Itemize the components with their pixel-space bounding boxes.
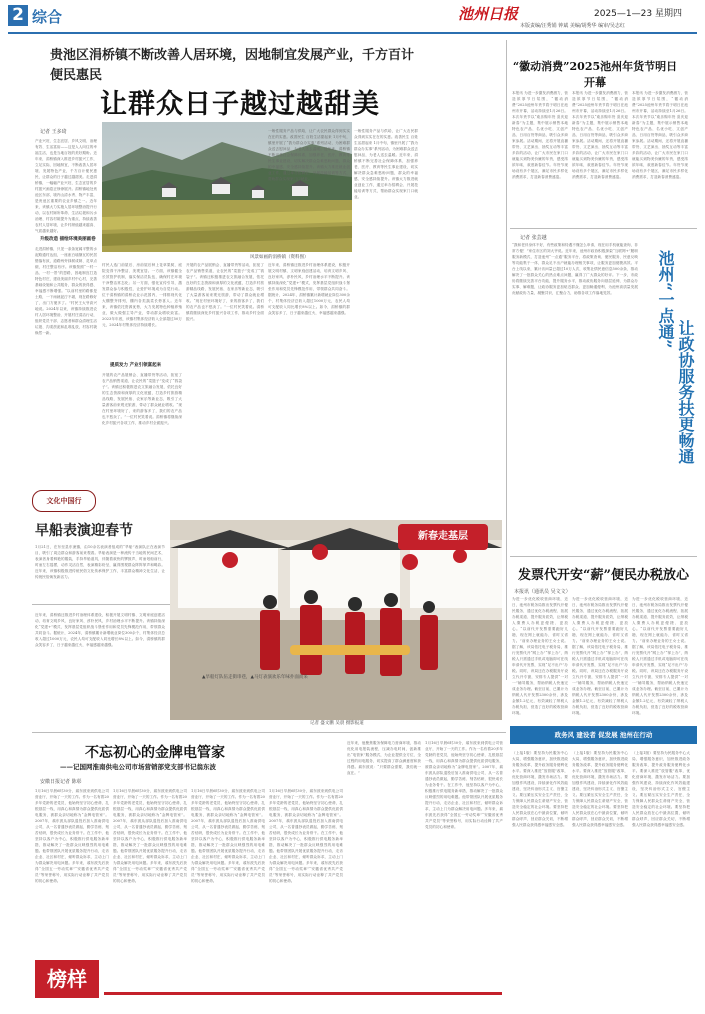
profile-col6: 1月16日早晨6时30分，翁东波来到供电公司营业厅，开始了一天的工作。作为一名有着20多年党龄的老党员，他始终坚守初心使命，扎根基层一线，用真心和真情为群众提供优质供电服务，被群众亲切地称为“金牌电管家”。2007年，翁东波从部队退役后加入淮南供电公司，从一名普通抄表员做起，勤学苦练、刻苦钻研，很快成长为业务骨干。在工作中，他坚持以客户为中心，积极推行供电服务新举措，推动解决了一批群众反映强烈的用电难题。他带领团队开展优质服务提升行动，走访企业、社区和村庄，倾听群众诉求，主动上门为群众解决用电问题。多年来，翁东波先后获得“全国五一劳动奖章”“安徽省优秀共产党员”等荣誉称号，用实际行动诠释了共产党员的初心和使命。 (425, 741, 503, 829)
culture-banner: 文化中国行 (32, 490, 96, 512)
tax-byline: 本报讯（通讯员 吴文文） (514, 589, 571, 595)
right-col3: （上接1版）要坚持为民服务中心大局，增强服务意识，加快推进政务服务改革，提升政务服务便利化水平。要深入推进“放管服”改革，优化营商环境，激发市场活力。要加强作风建设，持续深化作风效能建设，坚决纠治形式主义、官僚主义。要压紧压实安全生产责任，全力保障人民群众生命财产安全，营造安全稳定的社会环境。要坚持把人民群众放在心中最高位置，倾听群众呼声，回应群众关切，不断增强人民群众获得感幸福感安全感。 (632, 751, 690, 827)
lead-subhead-2: 提质发力 产业引领富起来 (110, 363, 162, 368)
model-banner-rule (104, 992, 502, 995)
newspaper-logo: 池州日报 (458, 5, 519, 23)
section-divider (32, 732, 506, 733)
tax-headline: 发票代开安“薪”便民办税放心 (518, 568, 689, 583)
fair-col2: 本报讯 为进一步激发消费潜力，营造浓厚节日氛围，“徽动消费”2025池州年货节将于明日在池州市开幕，活动持续至1月26日。本次年货节以“欢乐购年货 喜庆迎新春”为主题，集中展示销售本地特色农产品、名优小吃、文创产品、日用百货等商品，吸引众多商家参展。活动期间，还将开展直播带货、文艺演出、抽奖互动等丰富多彩的活动，让广大市民在家门口就能买到物美价廉的年货，感受浓浓年味，欢度新春佳节。年货节现场设有多个展区，满足市民多样化消费需求，打造新春消费盛宴。 (572, 91, 628, 179)
party-divider (510, 556, 697, 557)
lead-col3: 开展的农产品展销会、直播带货等活动，拓宽了农产品销售渠道，让农民的“菜篮子”变成了“钱袋子”。该镇还积极推进农文旅融合发展，依托良好的生态资源和深厚的文化底蕴，打造乡村旅游精品线路，发展民宿、农家乐等新业态，吸引了大量游客前来观光旅游，带动了群众就业增收。“现在村里环境好了，来的游客多了，我们的农产品也不愁卖了。”一位村民笑着说。涓桥镇将继续深化乡村振兴各项工作，推动乡村全面振兴。 (186, 263, 264, 321)
party-text: “我和老伴身体不好，有些政策和待遇不懂怎么申请，现在用手机就能查询，非常方便！”家住市区的刘大爷说。近年来，池州市政协积极探索“互联网+”履职服务新模式，打造池州“一点通”服务平台，将政策查询、便民服务、民意反映等功能集于一体，群众足不出户就能办理相关事项，让服务更加便捷高效。平台上线以来，累计访问量已超过10万人次，收集社情民意信息500余条，推动解决了一批群众关心的热点难点问题，赢得了广大群众的好评。下一步，市政协将继续完善平台功能，提升服务水平，推动政协服务向基层延伸，为群众办实事、解难题，让政协服务更加贴近群众、更加畅通便利，为池州高质量发展贡献政协力量，凝聚共识，汇聚合力，助推各项工作落地见效。 (512, 243, 638, 295)
news-divider (32, 604, 172, 605)
party-vertical-title-1: 池州“一点通” (656, 250, 675, 349)
editor-credits: 本版责编/汪秀娟 钟斌 美编/胡秀华 编审/吴志红 (520, 23, 625, 29)
profile-col5: 近年来，他聚焦服务保障电力营商环境，推动优化用电报装流程，压减办电时间，创新推出“电管家”服务模式，为企业提供全方位、全过程的用电服务，切实提高了群众满意度和获得感。翁东波说：“只要群众需要，我们就一直在。” (347, 741, 421, 775)
right-banner: 政务风 建设者 促发展 池州在行动 (510, 726, 697, 744)
profile-byline: 安徽日报记者 陈彰 (40, 779, 82, 785)
section-name: 综合 (32, 8, 63, 26)
lead-headline: 让群众日子越过越甜美 (100, 89, 380, 120)
lead-byline: 记者 王多琦 (40, 129, 67, 135)
lead-col2: 村民人选门前屋后、房前屋后种上花草果树，庭院变得干净整洁、美观宜居。一方面，该镇健全长效管护机制，落实保洁员队伍，确保村庄环境干净整洁常态化；另一方面，强化宣传引导，激发群众参与积极性，让爱护环境成为自觉行动。位于涓桥镇的涓桥农业示范园内，一排排现代化大棚整齐排列，棚内各类蔬菜长势喜人。近年来，该镇依托资源优势，大力发展特色种植养殖业，做大做强主导产业，带动群众增收致富。2023年年底，该镇村集体经济收入全部超过50万元，2024年村集体经济持续增长。 (102, 263, 182, 327)
profile-col2: 1月16日早晨6时30分，翁东波来到供电公司营业厅，开始了一天的工作。作为一名有着20多年党龄的老党员，他始终坚守初心使命，扎根基层一线，用真心和真情为群众提供优质供电服务，被群众亲切地称为“金牌电管家”。2007年，翁东波从部队退役后加入淮南供电公司，从一名普通抄表员做起，勤学苦练、刻苦钻研，很快成长为业务骨干。在工作中，他坚持以客户为中心，积极推行供电服务新举措，推动解决了一批群众反映强烈的用电难题。他带领团队开展优质服务提升行动，走访企业、社区和村庄，倾听群众诉求，主动上门为群众解决用电问题。多年来，翁东波先后获得“全国五一劳动奖章”“安徽省优秀共产党员”等荣誉称号，用实际行动诠释了共产党员的初心和使命。 (113, 789, 187, 883)
news-lower-text: 近年来，涓桥镇还推进乡村治理体系建设，积极开展文明村镇、文明家庭创建活动，培育文明乡风、良好家风、淳朴民风，乡村治理水平不断提升。该镇持续深化“党建+”模式，发挥基层党组织战斗堡垒作用和党员先锋模范作用，带领群众共同奋斗。据统计，2024年，涓桥镇累计新增就业岗位300余个，村集体经济总收入超过1000万元，农民人均可支配收入同比增长8%以上。如今，涓桥镇的群众笑容多了，日子越来越红火，幸福感越来越强。 (35, 613, 165, 647)
news-text: 1月21日，在东至县东流镇，由10余名表演者组成的“旱船”表演队正在表演节目，吸引了周边群众和游客前来观看。旱船表演是一种流传于当地的民间艺术，表演者身着鲜艳的服装，手持旱船道具，伴随着欢快的锣鼓声，时而划船前行，时而左右摇摆，动作灵活自然，表演精彩纷呈，赢得围观群众阵阵掌声和喝彩。近年来，该镇积极推进传统民俗文化传承保护工作，丰富群众精神文化生活，让传统民俗焕发新活力。 (35, 545, 165, 579)
lead-col1: 走进涓桥镇，只见一条条宽阔平整的水泥路通村达组，一座座白墙黛瓦的民居错落有致，道路两旁绿树成荫、花草点缀，村庄整洁有序。该镇按照“一村一品、一村一景”的思路，因地制宜打造特色村庄，建设美丽乡村中心村，完善基础设施和公共服务，群众的获得感、幸福感不断增强。“以前村里的路都是土路，一下雨就泥泞不堪，现在路修好了，出门方便多了。”村民王大爷高兴地说。2024年以来，该镇持续推进农村人居环境整治，开展村庄清洁行动，组织党员干部、志愿者和群众清理生活垃圾、沟渠淤泥和乱堆乱放，村容村貌焕然一新。 (35, 247, 97, 335)
fair-headline: “徽动消费”2025池州年货节明日开幕 (512, 60, 678, 89)
party-byline: 记者 张芸越 (520, 235, 547, 241)
right-col2: （上接1版）要坚持为民服务中心大局，增强服务意识，加快推进政务服务改革，提升政务服务便利化水平。要深入推进“放管服”改革，优化营商环境，激发市场活力。要加强作风建设，持续深化作风效能建设，坚决纠治形式主义、官僚主义。要压紧压实安全生产责任，全力保障人民群众生命财产安全，营造安全稳定的社会环境。要坚持把人民群众放在心中最高位置，倾听群众呼声，回应群众关切，不断增强人民群众获得感幸福感安全感。 (572, 751, 628, 827)
lead-subhead-1: 升级改造 描绘环境美丽画卷 (40, 237, 96, 242)
lead-kicker-2: 便民惠民 (50, 68, 103, 83)
tax-col1: 为进一步优化税收营商环境，近日，池州市税务局推出发票代开便民服务，通过优化办税流程、拓展办税渠道、提升服务质效，让纳税人缴费人办税更便捷、更放心。“以前代开发票需要跑好几趟，现在网上就能办，省时又省力。”前来办理业务的王女士说。据了解，该局依托电子税务局，推行发票代开“网上办”“掌上办”，纳税人只需通过手机或电脑即可在线申请代开发票，实现“足不出户”办税。同时，该局还在办税服务厅设立代开专窗，安排专人提供“一对一”辅导服务，帮助纳税人快速完成业务办理。截至目前，已累计为纳税人代开发票2300余份，涉及金额1.2亿元，有效减轻了纳税人办税负担，营造了良好的税收营商环境。 (512, 597, 568, 715)
fair-col1: 本报讯 为进一步激发消费潜力，营造浓厚节日氛围，“徽动消费”2025池州年货节将于明日在池州市开幕，活动持续至1月26日。本次年货节以“欢乐购年货 喜庆迎新春”为主题，集中展示销售本地特色农产品、名优小吃、文创产品、日用百货等商品，吸引众多商家参展。活动期间，还将开展直播带货、文艺演出、抽奖互动等丰富多彩的活动，让广大市民在家门口就能买到物美价廉的年货，感受浓浓年味，欢度新春佳节。年货节现场设有多个展区，满足市民多样化消费需求，打造新春消费盛宴。 (512, 91, 568, 179)
village-photo-caption: 风景如画的涓桥镇（资料图） (250, 255, 309, 260)
news-headline: 早船表演迎春节 (35, 523, 133, 539)
party-vertical-title-2: 让政协服务扶更畅通 (676, 320, 695, 464)
model-banner: 榜样 (35, 960, 99, 998)
fair-col3: 本报讯 为进一步激发消费潜力，营造浓厚节日氛围，“徽动消费”2025池州年货节将于明日在池州市开幕，活动持续至1月26日。本次年货节以“欢乐购年货 喜庆迎新春”为主题，集中展示销售本地特色农产品、名优小吃、文创产品、日用百货等商品，吸引众多商家参展。活动期间，还将开展直播带货、文艺演出、抽奖互动等丰富多彩的活动，让广大市民在家门口就能买到物美价廉的年货，感受浓浓年味，欢度新春佳节。年货节现场设有多个展区，满足市民多样化消费需求，打造新春消费盛宴。 (632, 91, 688, 179)
issue-date: 2025—1—23 星期四 (594, 9, 682, 19)
lead-col1-top: 产业兴旺、生态宜居、乡风文明、治理有效、生活富裕——这是人人向往的幸福生活，也是当地百姓的美好期盼。近年来，涓桥镇深入推进乡村振兴工作，立足实际、因地制宜，不断改善人居环境、发展特色产业，千方百计便民惠民，让群众的日子越过越甜美。走进涓桥镇，一幅幅产业兴旺、生态宜居的乡村振兴画卷正徐徐展开。涓桥镇地处贵池区东部，境内山清水秀、物产丰富，是贵池区重要的农业乡镇之一。近年来，该镇大力实施人居环境整治提升行动，以农村厕所革命、生活垃圾和污水治理、村容村貌提升为重点，持续改善农村人居环境，让乡村颜值越来越高、气质越来越好。 (35, 139, 97, 233)
newyear-banner: 新春走基层 (398, 524, 488, 550)
tax-col2: 为进一步优化税收营商环境，近日，池州市税务局推出发票代开便民服务，通过优化办税流程、拓展办税渠道、提升服务质效，让纳税人缴费人办税更便捷、更放心。“以前代开发票需要跑好几趟，现在网上就能办，省时又省力。”前来办理业务的王女士说。据了解，该局依托电子税务局，推行发票代开“网上办”“掌上办”，纳税人只需通过手机或电脑即可在线申请代开发票，实现“足不出户”办税。同时，该局还在办税服务厅设立代开专窗，安排专人提供“一对一”辅导服务，帮助纳税人快速完成业务办理。截至目前，已累计为纳税人代开发票2300余份，涉及金额1.2亿元，有效减轻了纳税人办税负担，营造了良好的税收营商环境。 (572, 597, 628, 715)
festival-caption: ▲旱船灯队伍走街串巷，▲马灯表演欢乐年味扑面而来 (202, 675, 308, 680)
masthead-rule (8, 32, 697, 34)
lead-col5: 一般性服务产品与供给，让广大农民群众得到实实在在的实惠。改善民生 百姓生活甜起来 1月中旬，镇里开展了“我为群众办实事”系列活动，为困难群众送去慰问品，为老人送去温暖。近年来，涓桥镇不断完善社会保障体系，加强养老、医疗、教育等民生事业建设，切实解决群众急难愁盼问题，群众的幸福感、安全感持续提升。该镇大力推进就业创业工作，通过举办招聘会、开展技能培训等方式，帮助群众实现家门口就业。 (354, 129, 418, 199)
column-divider (506, 40, 507, 680)
lead-kicker-1: 贵池区涓桥镇不断改善人居环境，因地制宜发展产业，千方百计 (50, 48, 415, 63)
profile-col3: 1月16日早晨6时30分，翁东波来到供电公司营业厅，开始了一天的工作。作为一名有着20多年党龄的老党员，他始终坚守初心使命，扎根基层一线，用真心和真情为群众提供优质供电服务，被群众亲切地称为“金牌电管家”。2007年，翁东波从部队退役后加入淮南供电公司，从一名普通抄表员做起，勤学苦练、刻苦钻研，很快成长为业务骨干。在工作中，他坚持以客户为中心，积极推行供电服务新举措，推动解决了一批群众反映强烈的用电难题。他带领团队开展优质服务提升行动，走访企业、社区和村庄，倾听群众诉求，主动上门为群众解决用电问题。多年来，翁东波先后获得“全国五一劳动奖章”“安徽省优秀共产党员”等荣誉称号，用实际行动诠释了共产党员的初心和使命。 (191, 789, 265, 883)
lead-col4: 近年来，涓桥镇还推进乡村治理体系建设，积极开展文明村镇、文明家庭创建活动，培育文明乡风、良好家风、淳朴民风，乡村治理水平不断提升。该镇持续深化“党建+”模式，发挥基层党组织战斗堡垒作用和党员先锋模范作用，带领群众共同奋斗。据统计，2024年，涓桥镇累计新增就业岗位300余个，村集体经济总收入超过1000万元，农民人均可支配收入同比增长8%以上。如今，涓桥镇的群众笑容多了，日子越来越红火，幸福感越来越强。 (268, 263, 350, 315)
profile-col4: 1月16日早晨6时30分，翁东波来到供电公司营业厅，开始了一天的工作。作为一名有着20多年党龄的老党员，他始终坚守初心使命，扎根基层一线，用真心和真情为群众提供优质供电服务，被群众亲切地称为“金牌电管家”。2007年，翁东波从部队退役后加入淮南供电公司，从一名普通抄表员做起，勤学苦练、刻苦钻研，很快成长为业务骨干。在工作中，他坚持以客户为中心，积极推行供电服务新举措，推动解决了一批群众反映强烈的用电难题。他带领团队开展优质服务提升行动，走访企业、社区和村庄，倾听群众诉求，主动上门为群众解决用电问题。多年来，翁东波先后获得“全国五一劳动奖章”“安徽省优秀共产党员”等荣誉称号，用实际行动诠释了共产党员的初心和使命。 (269, 789, 343, 883)
festival-photo-credit: 记者 盛文鹏 吴晨 摄影报道 (310, 721, 364, 726)
festival-photo (170, 520, 502, 720)
right-col1: （上接1版）要坚持为民服务中心大局，增强服务意识，加快推进政务服务改革，提升政务服务便利化水平。要深入推进“放管服”改革，优化营商环境，激发市场活力。要加强作风建设，持续深化作风效能建设，坚决纠治形式主义、官僚主义。要压紧压实安全生产责任，全力保障人民群众生命财产安全，营造安全稳定的社会环境。要坚持把人民群众放在心中最高位置，倾听群众呼声，回应群众关切，不断增强人民群众获得感幸福感安全感。 (512, 751, 568, 827)
lead-col4-top: 一般性服务产品与供给，让广大农民群众得到实实在在的实惠。改善民生 百姓生活甜起来 1月中旬，镇里开展了“我为群众办实事”系列活动，为困难群众送去慰问品，为老人送去温暖。近年来，涓桥镇不断完善社会保障体系，加强养老、医疗、教育等民生事业建设，切实解决群众急难愁盼问题，群众的幸福感、安全感持续提升。该镇大力推进就业创业工作，通过举办招聘会、开展技能培训等方式，帮助群众实现家门口就业。 (268, 129, 350, 181)
profile-headline: 不忘初心的金牌电管家 (85, 745, 225, 761)
fair-divider (510, 228, 697, 229)
profile-subtitle: ——记国网淮南供电公司市场营销部党支部书记翁东波 (60, 763, 216, 771)
tax-col3: 为进一步优化税收营商环境，近日，池州市税务局推出发票代开便民服务，通过优化办税流程、拓展办税渠道、提升服务质效，让纳税人缴费人办税更便捷、更放心。“以前代开发票需要跑好几趟，现在网上就能办，省时又省力。”前来办理业务的王女士说。据了解，该局依托电子税务局，推行发票代开“网上办”“掌上办”，纳税人只需通过手机或电脑即可在线申请代开发票，实现“足不出户”办税。同时，该局还在办税服务厅设立代开专窗，安排专人提供“一对一”辅导服务，帮助纳税人快速完成业务办理。截至目前，已累计为纳税人代开发票2300余份，涉及金额1.2亿元，有效减轻了纳税人办税负担，营造了良好的税收营商环境。 (632, 597, 688, 715)
lead-col2-b: 开展的农产品展销会、直播带货等活动，拓宽了农产品销售渠道，让农民的“菜篮子”变成了“钱袋子”。该镇还积极推进农文旅融合发展，依托良好的生态资源和深厚的文化底蕴，打造乡村旅游精品线路，发展民宿、农家乐等新业态，吸引了大量游客前来观光旅游，带动了群众就业增收。“现在村里环境好了，来的游客多了，我们的农产品也不愁卖了。”一位村民笑着说。涓桥镇将继续深化乡村振兴各项工作，推动乡村全面振兴。 (102, 373, 182, 425)
profile-col1: 1月16日早晨6时30分，翁东波来到供电公司营业厅，开始了一天的工作。作为一名有着20多年党龄的老党员，他始终坚守初心使命，扎根基层一线，用真心和真情为群众提供优质供电服务，被群众亲切地称为“金牌电管家”。2007年，翁东波从部队退役后加入淮南供电公司，从一名普通抄表员做起，勤学苦练、刻苦钻研，很快成长为业务骨干。在工作中，他坚持以客户为中心，积极推行供电服务新举措，推动解决了一批群众反映强烈的用电难题。他带领团队开展优质服务提升行动，走访企业、社区和村庄，倾听群众诉求，主动上门为群众解决用电问题。多年来，翁东波先后获得“全国五一劳动奖章”“安徽省优秀共产党员”等荣誉称号，用实际行动诠释了共产党员的初心和使命。 (35, 789, 109, 883)
page-number: 2 (8, 5, 28, 26)
